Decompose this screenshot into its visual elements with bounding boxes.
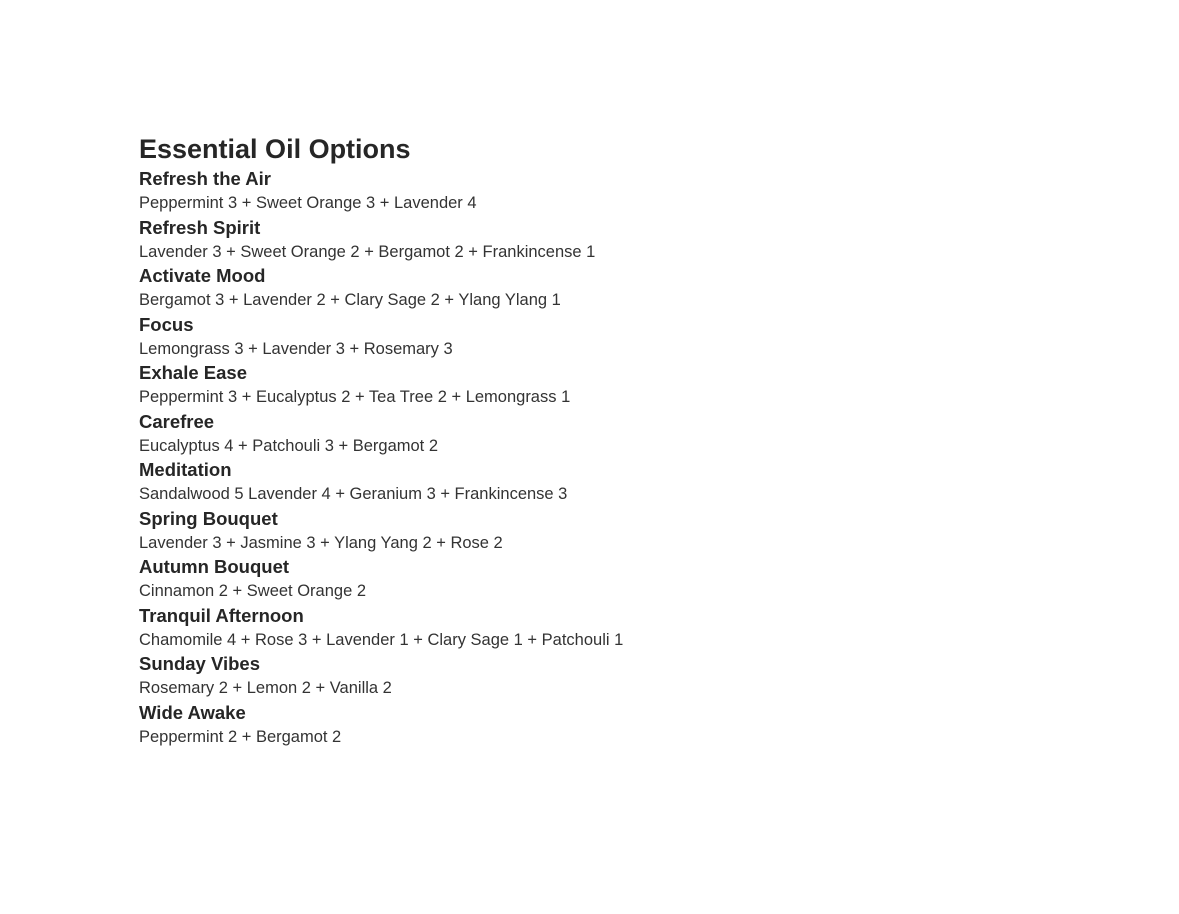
blend-name: Activate Mood: [139, 265, 266, 286]
blend-item: [139, 507, 1039, 556]
blend-recipe: Lavender 3 + Sweet Orange 2 + Bergamot 2 + Frankincense 1: [139, 242, 596, 261]
document-content: [139, 132, 1039, 749]
blend-item: [139, 604, 1039, 653]
blend-name: Refresh Spirit: [139, 216, 261, 238]
blend-name: Spring Bouquet: [139, 507, 278, 529]
blend-item: [139, 313, 1039, 362]
blend-name: Refresh the Air: [139, 168, 271, 189]
blend-item: [139, 555, 1039, 604]
blend-item: [139, 167, 1039, 216]
blend-recipe: Lavender 3 + Jasmine 3 + Ylang Yang 2 + Rose 2: [139, 533, 503, 552]
blend-recipe: Chamomile 4 + Rose 3 + Lavender 1 + Clary Sage 1 + Patchouli 1: [139, 630, 624, 649]
blend-item: [139, 652, 1039, 701]
blend-recipe: Eucalyptus 4 + Patchouli 3 + Bergamot 2: [139, 436, 439, 455]
blend-name: Carefree: [139, 410, 215, 432]
blend-name: Exhale Ease: [139, 362, 247, 383]
blend-item: [139, 216, 1039, 265]
blend-recipe: Peppermint 3 + Eucalyptus 2 + Tea Tree 2 + Lemongrass 1: [139, 388, 571, 406]
blend-recipe: Lemongrass 3 + Lavender 3 + Rosemary 3: [139, 339, 453, 358]
blend-item: [139, 458, 1039, 507]
blend-recipe: Cinnamon 2 + Sweet Orange 2: [139, 582, 367, 600]
blend-name: Autumn Bouquet: [139, 556, 290, 577]
blend-recipe: Bergamot 3 + Lavender 2 + Clary Sage 2 + Ylang Ylang 1: [139, 291, 561, 309]
blend-recipe: Peppermint 2 + Bergamot 2: [139, 727, 342, 746]
blend-name: Tranquil Afternoon: [139, 604, 304, 626]
blend-recipe: Peppermint 3 + Sweet Orange 3 + Lavender 4: [139, 194, 477, 212]
blend-name: Meditation: [139, 459, 232, 480]
blend-recipe: Rosemary 2 + Lemon 2 + Vanilla 2: [139, 679, 392, 697]
blend-name: Focus: [139, 313, 194, 335]
blend-recipe: Sandalwood 5 Lavender 4 + Geranium 3 + Frankincense 3: [139, 485, 568, 503]
blend-item: [139, 264, 1039, 313]
blend-item: [139, 701, 1039, 750]
blend-item: [139, 361, 1039, 410]
blend-name: Wide Awake: [139, 701, 246, 723]
blend-item: [139, 410, 1039, 459]
blend-name: Sunday Vibes: [139, 653, 260, 674]
page-title: Essential Oil Options: [139, 134, 411, 164]
